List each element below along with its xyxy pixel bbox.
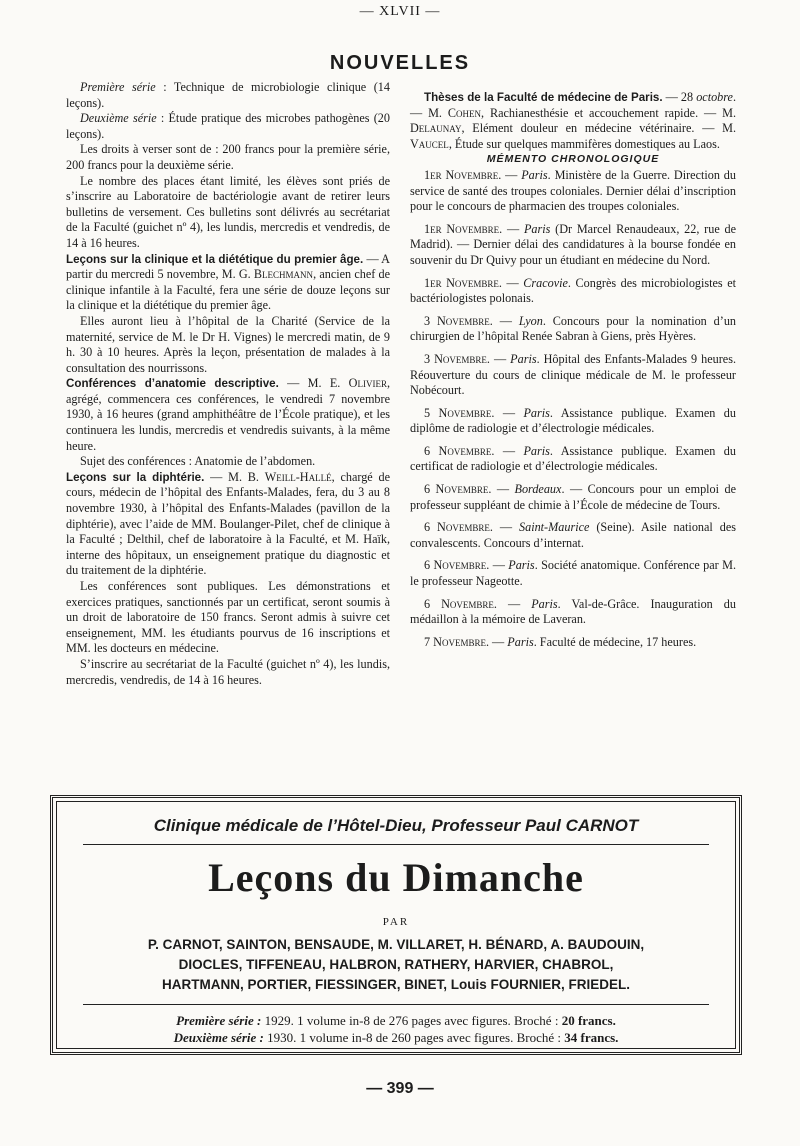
paragraph: Deuxième série : Étude pratique des microbes pathogènes (20 leçons). bbox=[66, 111, 390, 141]
advertisement-box bbox=[50, 795, 742, 1055]
event-place: Paris bbox=[523, 221, 551, 236]
event-date: 6 Novembre. bbox=[424, 558, 490, 573]
paragraph: Leçons sur la clinique et la diététique du premier âge. — A partir du mercredi 5 novembre, M. G. Blechmann, ancien chef de clinique infantile à la Faculté, fera une série de douze leçons sur la clinique et la diététique du premier âge. bbox=[66, 251, 390, 313]
event-text: . Concours pour la nomination d’un chirurgien de l’hôpital Renée Sabran à Giens, près Hyères. bbox=[410, 313, 737, 344]
event-date: 6 Novembre. bbox=[424, 520, 493, 535]
section-title: NOUVELLES bbox=[329, 52, 471, 74]
event-list bbox=[410, 168, 736, 650]
event-text: . Hôpital des Enfants-Malades 9 heures. Réouverture du cours de clinique médicale de M. le professeur Nobécourt. bbox=[410, 351, 736, 398]
event-place: Lyon bbox=[518, 313, 543, 328]
event-place: Paris bbox=[508, 558, 535, 573]
these-item: — M. Vaucel, Étude sur quelques mammifères domestiques au Laos. bbox=[410, 121, 737, 151]
ad-clinique-line: Clinique médicale de l’Hôtel-Dieu, Professeur Paul CARNOT bbox=[153, 816, 639, 835]
event-text: . Ministère de la Guerre. Direction du service de santé des troupes coloniales. Dernier délai d’inscription pour le concours de pharmacien des troupes coloniales. bbox=[410, 167, 736, 214]
paragraph: Thèses de la Faculté de médecine de Paris. — 28 octobre.— M. Cohen, Rachianesthésie et accouchement rapide. — M. Delaunay, Elément douleur en médecine vétérinaire. — M. Vaucel, Étude sur quelques mammifères domestiques au Laos. bbox=[410, 90, 737, 151]
event-item: 6 Novembre. — Saint-Maurice (Seine). Asile national des convalescents. Concours d’internat. bbox=[410, 520, 736, 550]
ad-par: PAR bbox=[382, 916, 410, 928]
event-place: Paris bbox=[507, 634, 534, 649]
ad-series bbox=[53, 1012, 739, 1046]
event-place: Paris bbox=[521, 167, 548, 182]
event-date: 3 Novembre. bbox=[424, 351, 490, 366]
series-line: Deuxième série : 1930. 1 volume in-8 de 260 pages avec figures. Broché : 34 francs. bbox=[173, 1030, 619, 1045]
event-date: 6 Novembre. bbox=[424, 596, 497, 611]
event-place: Paris bbox=[523, 405, 550, 420]
author-line: P. CARNOT, SAINTON, BENSAUDE, M. VILLARET, H. BÉNARD, A. BAUDOUIN, bbox=[147, 937, 645, 952]
event-text: . Faculté de médecine, 17 heures. bbox=[533, 634, 697, 649]
right-column bbox=[410, 90, 736, 657]
event-date: 7 Novembre. bbox=[424, 634, 489, 649]
event-item: 3 Novembre. — Lyon. Concours pour la nomination d’un chirurgien de l’hôpital Renée Sabran à Giens, près Hyères. bbox=[410, 313, 737, 344]
event-item: 1er Novembre. — Paris. Ministère de la Guerre. Direction du service de santé des troupes coloniales. Dernier délai d’inscription pour le concours de pharmacien des troupes coloniales. bbox=[410, 167, 736, 214]
paragraph: Elles auront lieu à l’hôpital de la Charité (Service de la maternité, service de M. le Dr H. Vignes) le mercredi matin, de 9 h. 30 à 10 heures. Après la leçon, présentation de malades à la consultation des nourrissons. bbox=[66, 313, 390, 375]
event-text: . Val-de-Grâce. Inauguration du médaillon à la mémoire de Laveran. bbox=[410, 596, 736, 627]
event-text: . Assistance publique. Examen du diplôme de radiologie et d’électrologie médicales. bbox=[410, 405, 736, 436]
event-place: Paris bbox=[510, 351, 537, 366]
event-text: . Congrès des microbiologistes et bactériologistes polonais. bbox=[410, 275, 736, 306]
paragraph: Sujet des conférences : Anatomie de l’abdomen. bbox=[80, 454, 316, 469]
paragraph: Le nombre des places étant limité, les élèves sont priés de s’inscrire au Laboratoire de bactériologie avant de retirer leurs bulletins de versement. Ces bulletins sont délivrés au secrétariat de la Faculté (guichet nº 4), les lundis, mercredis et vendredis, de 14 à 16 heures. bbox=[66, 173, 390, 250]
these-item: — M. Cohen, Rachianesthésie et accouchement rapide. — bbox=[410, 105, 717, 120]
ad-authors bbox=[53, 935, 739, 995]
event-date: 6 Novembre. bbox=[424, 443, 495, 458]
event-place: Paris bbox=[523, 443, 550, 458]
left-column bbox=[66, 80, 390, 688]
memento-heading: MÉMENTO CHRONOLOGIQUE bbox=[486, 153, 660, 166]
event-text: (Seine). Asile national des convalescents. Concours d’internat. bbox=[410, 520, 736, 550]
event-date: 1er Novembre. bbox=[424, 167, 502, 182]
event-text: . Assistance publique. Examen du certificat de radiologie et d’électrologie médicales. bbox=[410, 443, 736, 474]
these-item: M. Delaunay, Elément douleur en médecine vétérinaire. bbox=[410, 105, 736, 136]
event-text: (Dr Marcel Renaudeaux, 22, rue de Madrid). — Dernier délai des candidatures à la bourse fondée en souvenir du Dr Quivy pour un étudiant en médecine du Nord. bbox=[410, 221, 736, 267]
ad-title: Leçons du Dimanche bbox=[208, 855, 584, 900]
paragraph: Première série : Technique de microbiologie clinique (14 leçons). bbox=[66, 80, 390, 110]
event-date: 1er Novembre. bbox=[424, 221, 503, 236]
event-item: 6 Novembre. — Paris. Assistance publique. Examen du certificat de radiologie et d’électrologie médicales. bbox=[410, 443, 736, 474]
paragraph: Leçons sur la diphtérie. — M. B. Weill-Hallé, chargé de cours, médecin de l’hôpital des Enfants-Malades, fera, du 3 au 8 novembre 1930, à l’hôpital des Enfants-Malades (pavillon de la diphtérie), avec l’aide de MM. Boulanger-Pilet, chef de clinique à la Faculté ; Delthil, chef de laboratoire à la Faculté, et M. Haïk, interne des hôpitaux, un enseignement pratique du diagnostic et du traitement de la diphtérie. bbox=[66, 469, 390, 578]
paragraph: Les conférences sont publiques. Les démonstrations et exercices pratiques, sanctionnés par un certificat, seront soumis à un droit de laboratoire de 150 francs. Seront admis à suivre cet enseignement, MM. les étudiants pourvus de 16 inscriptions et MM. les docteurs en médecine. bbox=[66, 579, 390, 656]
event-date: 3 Novembre. bbox=[424, 313, 493, 328]
event-item: 7 Novembre. — Paris. Faculté de médecine, 17 heures. bbox=[424, 634, 697, 649]
ad-divider bbox=[83, 844, 709, 845]
event-place: Cracovie bbox=[523, 275, 568, 290]
event-place: Paris bbox=[531, 596, 558, 611]
event-item: 1er Novembre. — Cracovie. Congrès des microbiologistes et bactériologistes polonais. bbox=[410, 275, 736, 306]
event-item: 6 Novembre. — Paris. Société anatomique. Conférence par M. le professeur Nageotte. bbox=[410, 558, 736, 589]
roman-page-number: — XLVII — bbox=[359, 4, 441, 19]
paragraph: Les droits à verser sont de : 200 francs pour la première série, 200 francs pour la deuxième série. bbox=[66, 142, 390, 172]
event-place: Bordeaux bbox=[514, 482, 562, 497]
paragraph: Conférences d’anatomie descriptive. — M. E. Olivier, agrégé, commencera ces conférences, le vendredi 7 novembre 1930, à 16 heures (grand amphithéâtre de l’École pratique), et les continuera les lundis, mercredis et vendredis suivants, à la même heure. bbox=[66, 376, 390, 453]
event-date: 5 Novembre. bbox=[424, 405, 495, 420]
page-number: — 399 — bbox=[366, 1080, 434, 1097]
ad-divider bbox=[83, 1004, 709, 1005]
author-line: DIOCLES, TIFFENEAU, HALBRON, RATHERY, HARVIER, CHABROL, bbox=[178, 957, 614, 972]
paragraph: S’inscrire au secrétariat de la Faculté (guichet nº 4), les lundis, mercredis, vendredis, de 14 à 16 heures. bbox=[66, 656, 390, 687]
event-item: 3 Novembre. — Paris. Hôpital des Enfants-Malades 9 heures. Réouverture du cours de clinique médicale de M. le professeur Nobécourt. bbox=[410, 351, 736, 398]
series-line: Première série : 1929. 1 volume in-8 de 276 pages avec figures. Broché : 20 francs. bbox=[176, 1013, 616, 1028]
event-item: 6 Novembre. — Paris. Val-de-Grâce. Inauguration du médaillon à la mémoire de Laveran. bbox=[410, 596, 736, 627]
event-date: 1er Novembre. bbox=[424, 275, 502, 290]
event-text: . Société anatomique. Conférence par M. le professeur Nageotte. bbox=[410, 558, 736, 589]
event-item: 1er Novembre. — Paris (Dr Marcel Renaudeaux, 22, rue de Madrid). — Dernier délai des candidatures à la bourse fondée en souvenir du Dr Quivy pour un étudiant en médecine du Nord. bbox=[410, 221, 736, 267]
event-place: Saint-Maurice bbox=[519, 520, 590, 535]
event-item: 5 Novembre. — Paris. Assistance publique. Examen du diplôme de radiologie et d’électrologie médicales. bbox=[410, 405, 736, 436]
event-date: 6 Novembre. bbox=[424, 482, 492, 497]
author-line: HARTMANN, PORTIER, FIESSINGER, BINET, Louis FOURNIER, FRIEDEL. bbox=[161, 977, 631, 992]
event-text: . — Concours pour un emploi de professeur suppléant de chimie à l’École de médecine de Tours. bbox=[410, 482, 736, 512]
event-item: 6 Novembre. — Bordeaux. — Concours pour un emploi de professeur suppléant de chimie à l’École de médecine de Tours. bbox=[410, 482, 736, 512]
